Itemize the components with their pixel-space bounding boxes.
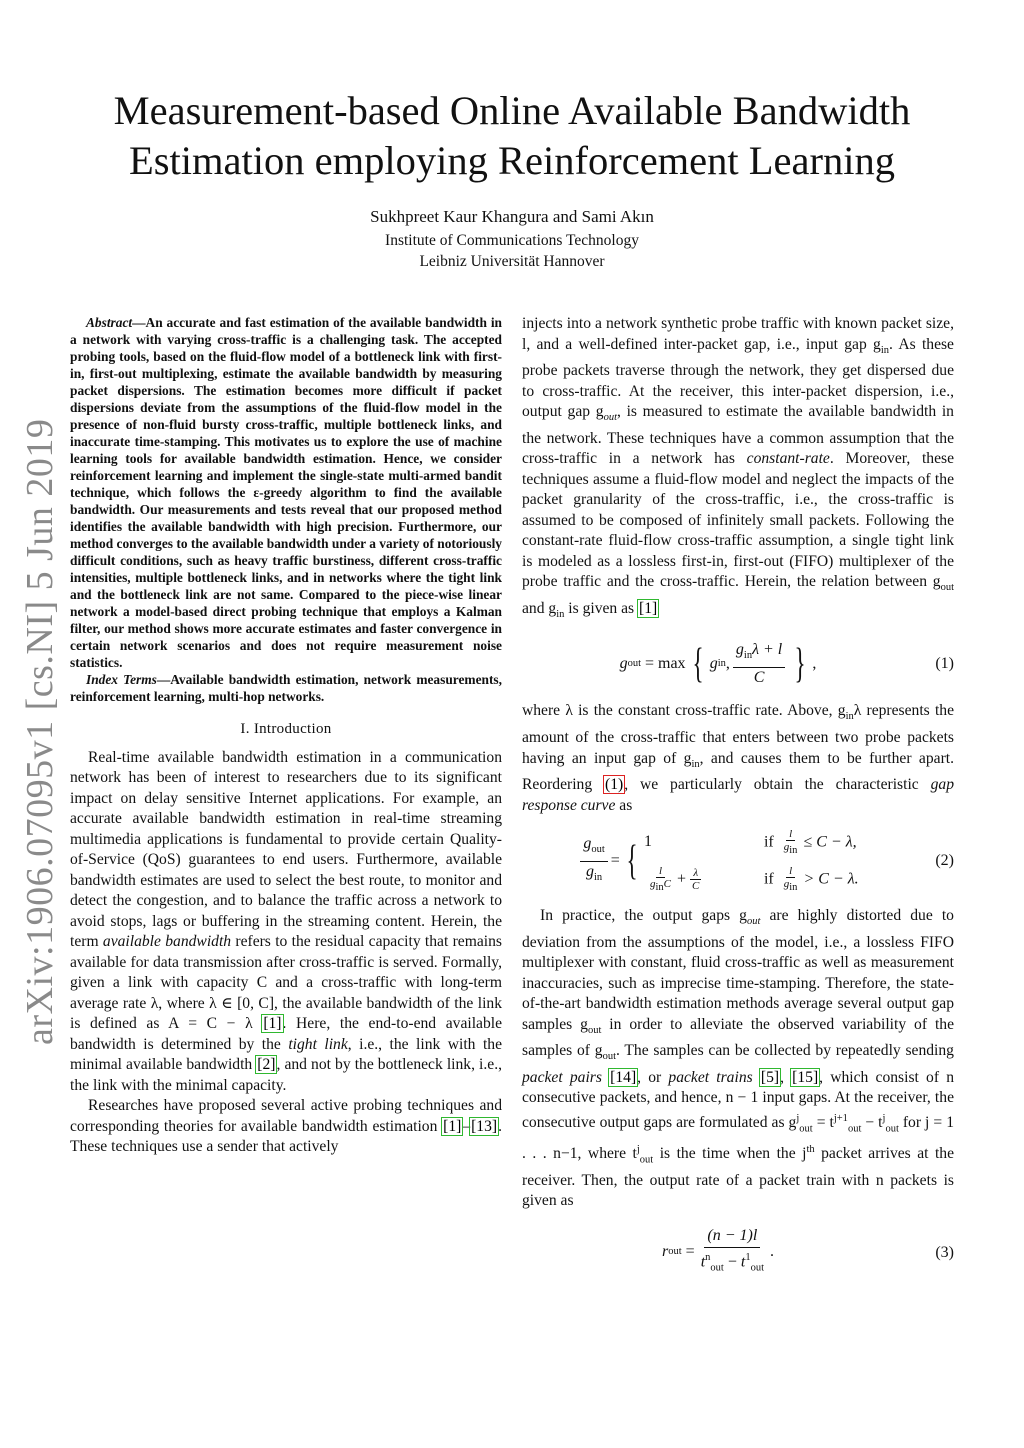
index-terms-text: —Available bandwidth estimation, network measurements, reinforcement learning, multi-hop networks. xyxy=(70,672,502,704)
index-terms-label: Index Terms xyxy=(86,672,157,687)
citation-link[interactable]: [5] xyxy=(760,1068,780,1086)
affiliation-1: Institute of Communications Technology xyxy=(385,232,639,249)
equation-3: r out = $\frac{(n - 1)l}{t^n_{out} - t^1_{out}}$ . (3) xyxy=(662,1227,954,1274)
equation-1: g out = max { g in , $\frac{g_{in}\lambda + l}{C}$ } , (1) xyxy=(619,641,954,688)
citation-link[interactable]: [1] xyxy=(263,1015,282,1032)
arxiv-stamp: arXiv:1906.07095v1 [cs.NI] 5 Jun 2019 xyxy=(19,418,61,1045)
equation-2: $\frac{g_{out}}{g_{in}}$ = { 1 if $\frac{l}{g_{in}}$ ≤ C − λ, $\frac{l}{g_{in}C}$ + $\frac{\lambda}{C}$ if $\frac{l}{g_{in}}$ > C − λ. (2) xyxy=(522,824,954,898)
citation-link[interactable]: [1] xyxy=(443,1117,462,1135)
right-paragraph-3: In practice, the output gaps $g_{out}$ are highly distorted due to deviation from the assumptions of the model, i.e., a lossless FIFO multiplexer with constant, fluid cross-traffic as well as measurement inaccuracies, such as imprecise time-stamping. Therefore, the state-of-the-art bandwidth estimation methods average several output gap samples $g_{out}$ in order to alleviate the observed variability of the samples of $g_{out}$. The samples can be collected by repeatedly sending packet pairs [14], or packet trains [5], [15], which consist of n consecutive packets, and hence, n − 1 input gaps. At the receiver, the consecutive output gaps are formulated as $g^j_{out} = t^{j+1}_{out} - t^j_{out}$ for j = 1 . . . n−1, where $t^j_{out}$ is the time when the $j^{th}$ packet arrives at the receiver. Then, the output rate of a packet train with n packets is given as xyxy=(522,907,955,1210)
title-line-2: Estimation employing Reinforcement Learning xyxy=(129,138,895,183)
right-paragraph-2: where λ is the constant cross-traffic rate. Above, $g_{in}\lambda$ represents the amount of the cross-traffic that enters between two probe packets having an input gap of $g_{in}$, and causes them to be further apart. Reordering (1), we particularly obtain the characteristic gap response curve as xyxy=(522,702,954,814)
citation-link[interactable]: [15] xyxy=(792,1068,819,1086)
intro-paragraph-1: Real-time available bandwidth estimation in a communication network has been of interest to researchers due to its significant impact on delay sensitive Internet applications. For example, an accurate available bandwidth estimation in real-time streaming multimedia applications is fundamental to provide certain Quality-of-Service (QoS) guarantees to end users. Furthermore, available bandwidth estimates are used to select the best route, to monitor and detect the congestion, and to balance the traffic across a network to avoid stops, lags or buffering in the streaming content. Herein, the term available bandwidth refers to the residual capacity that remains available for data transmission after cross-traffic is served. Formally, given a link with capacity C and a cross-traffic with long-term average rate λ, where λ ∈ [0, C], the available bandwidth of the link is defined as A = C − λ [1]. Here, the end-to-end available bandwidth is determined by the tight link, i.e., the link with the minimal available bandwidth [2], and not by the bottleneck link, i.e., the link with the minimal capacity. xyxy=(70,748,503,1094)
equation-ref-link[interactable]: (1) xyxy=(605,776,624,794)
citation-link[interactable]: [13] xyxy=(471,1117,498,1135)
title-line-1: Measurement-based Online Available Bandwidth xyxy=(113,88,911,133)
abstract-text: —An accurate and fast estimation of the available bandwidth in a network with varying cross-traffic is a challenging task. The accepted probing tools, based on the fluid-flow model of a bottleneck link with first-in, first-out multiplexing, estimate the available bandwidth by measuring packet dispersions. The estimation becomes more difficult if packet dispersions deviate from the assumptions of the fluid-flow model in the presence of non-fluid bursty cross-traffic, multiple bottleneck links, and inaccurate time-stamping. This motivates us to explore the use of machine learning tools for available bandwidth estimation. Hence, we consider reinforcement learning and implement the single-state multi-armed bandit technique, which follows the ε-greedy algorithm to find the available bandwidth. Our measurements and tests reveal that our proposed method identifies the available bandwidth with high precision. Furthermore, our method converges to the available bandwidth under a variety of notoriously difficult conditions, such as heavy traffic burstiness, different cross-traffic intensities, multiple bottleneck links, and in networks where the tight link and the bottleneck link are not same. Compared to the piece-wise linear network a model-based direct probing technique that employs a Kalman filter, our method shows more accurate estimates and faster convergence in certain network scenarios and does not require measurement noise statistics. xyxy=(70,315,502,670)
citation-link[interactable]: [1] xyxy=(639,599,658,617)
section-heading: I. Introduction xyxy=(240,721,332,737)
intro-paragraph-2: Researches have proposed several active probing techniques and corresponding theories for available bandwidth estimation [1]–[13]. These techniques use a sender that actively xyxy=(70,1097,502,1155)
left-column xyxy=(70,314,502,1158)
paper-title xyxy=(80,86,944,186)
abstract xyxy=(70,314,502,671)
equation-number: (1) xyxy=(935,655,954,673)
authors: Sukhpreet Kaur Khangura and Sami Akın xyxy=(370,207,654,226)
right-column xyxy=(522,314,954,1286)
citation-link[interactable]: [14] xyxy=(610,1068,637,1086)
equation-number: (2) xyxy=(935,851,954,869)
citation-link[interactable]: [2] xyxy=(257,1056,276,1073)
equation-number: (3) xyxy=(935,1243,954,1261)
affiliation-2: Leibniz Universität Hannover xyxy=(419,253,605,270)
index-terms xyxy=(70,671,502,705)
right-paragraph-1: injects into a network synthetic probe traffic with known packet size, l, and a well-defined inter-packet gap, i.e., input gap $g_{in}$. As these probe packets traverse through the network, they get dispersed due to cross-traffic. At the receiver, this inter-packet dispersion, i.e., output gap $g_{out}$, is measured to estimate the available bandwidth in the network. These techniques have a common assumption that the cross-traffic in a network has constant-rate. Moreover, these techniques assume a fluid-flow model and neglect the impacts of the packet granularity of the cross-traffic, i.e., the cross-traffic is assumed to be composed of infinitely small packets. Following the constant-rate fluid-flow cross-traffic assumption, a single tight link is modeled as a lossless first-in, first-out (FIFO) multiplexer of the probe traffic and the cross-traffic. Herein, the relation between $g_{out}$ and $g_{in}$ is given as [1] xyxy=(522,315,954,620)
abstract-label: Abstract xyxy=(86,315,133,330)
